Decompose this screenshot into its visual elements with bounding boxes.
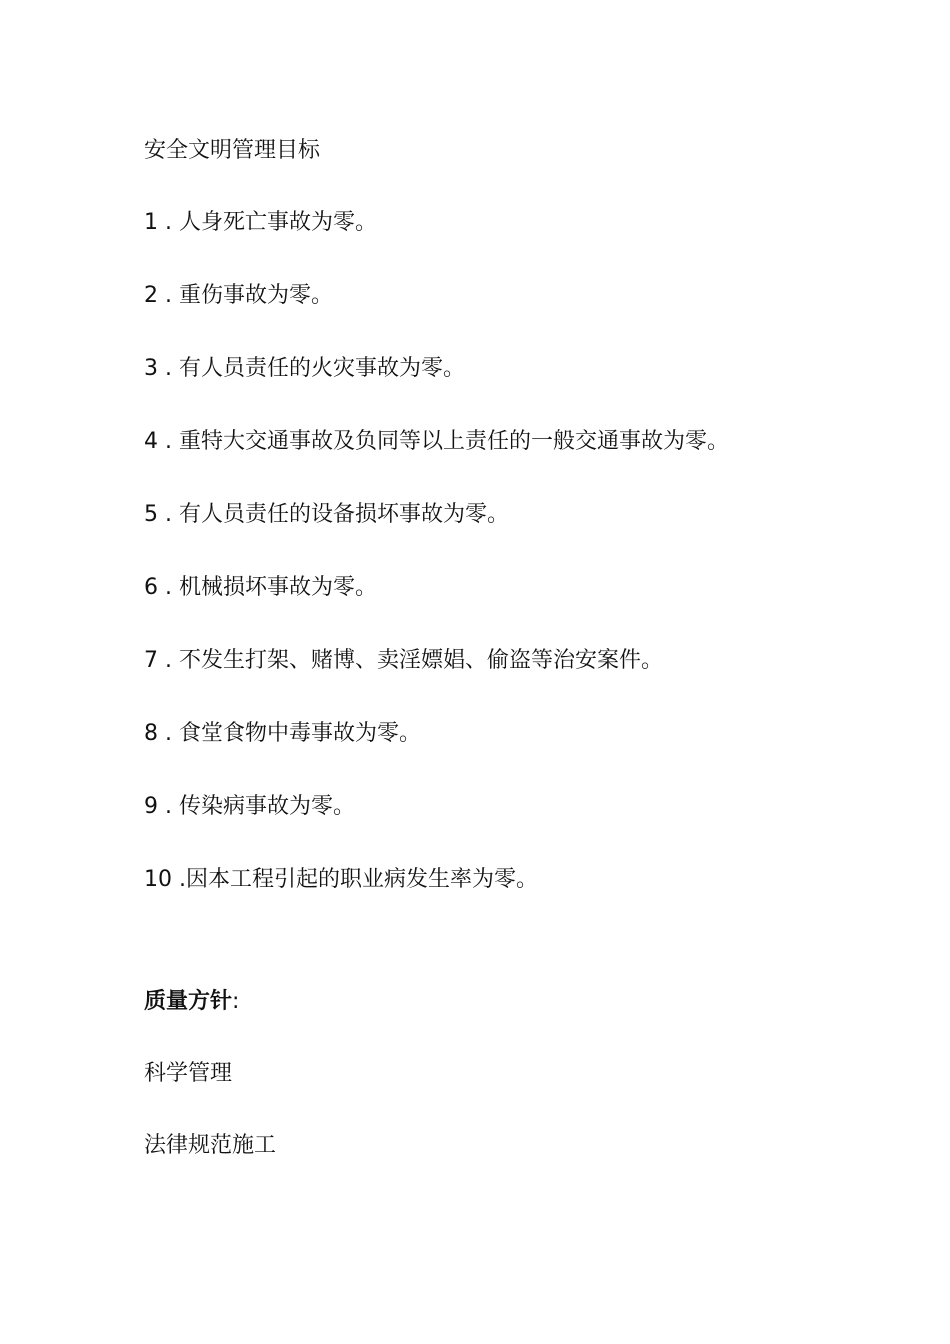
quality-heading-colon: :	[232, 989, 240, 1014]
item-number: 10 .	[144, 867, 186, 892]
item-text: 有人员责任的火灾事故为零。	[178, 356, 465, 381]
item-text: 人身死亡事故为零。	[178, 210, 377, 235]
list-item	[144, 352, 844, 386]
list-item	[144, 498, 844, 532]
list-item	[144, 279, 844, 313]
item-text: 重特大交通事故及负同等以上责任的一般交通事故为零。	[178, 429, 729, 454]
list-item	[144, 571, 844, 605]
section-title: 安全文明管理目标	[144, 138, 321, 163]
item-text: 有人员责任的设备损坏事故为零。	[178, 502, 509, 527]
item-text: 重伤事故为零。	[178, 283, 333, 308]
quality-heading	[144, 985, 844, 1019]
item-text: 因本工程引起的职业病发生率为零。	[185, 867, 538, 892]
item-number: 2 .	[144, 283, 179, 308]
item-text: 食堂食物中毒事故为零。	[178, 721, 421, 746]
item-text: 机械损坏事故为零。	[178, 575, 377, 600]
list-item	[144, 206, 844, 240]
list-item	[144, 425, 844, 459]
item-number: 6 .	[144, 575, 179, 600]
list-item	[144, 717, 844, 751]
quality-line: 科学管理	[144, 1061, 233, 1086]
item-number: 3 .	[144, 356, 179, 381]
list-item	[144, 790, 844, 824]
item-number: 9 .	[144, 794, 179, 819]
item-number: 4 .	[144, 429, 179, 454]
safety-section	[144, 134, 844, 897]
list-item	[144, 644, 844, 678]
item-number: 5 .	[144, 502, 179, 527]
quality-line: 法律规范施工	[144, 1133, 277, 1158]
quality-heading-text: 质量方针	[144, 989, 233, 1014]
safety-goals-list	[144, 206, 844, 897]
item-number: 8 .	[144, 721, 179, 746]
item-number: 1 .	[144, 210, 179, 235]
item-number: 7 .	[144, 648, 179, 673]
list-item	[144, 863, 844, 897]
item-text: 不发生打架、赌博、卖淫嫖娼、偷盗等治安案件。	[178, 648, 663, 673]
item-text: 传染病事故为零。	[178, 794, 355, 819]
quality-section	[144, 985, 844, 1201]
